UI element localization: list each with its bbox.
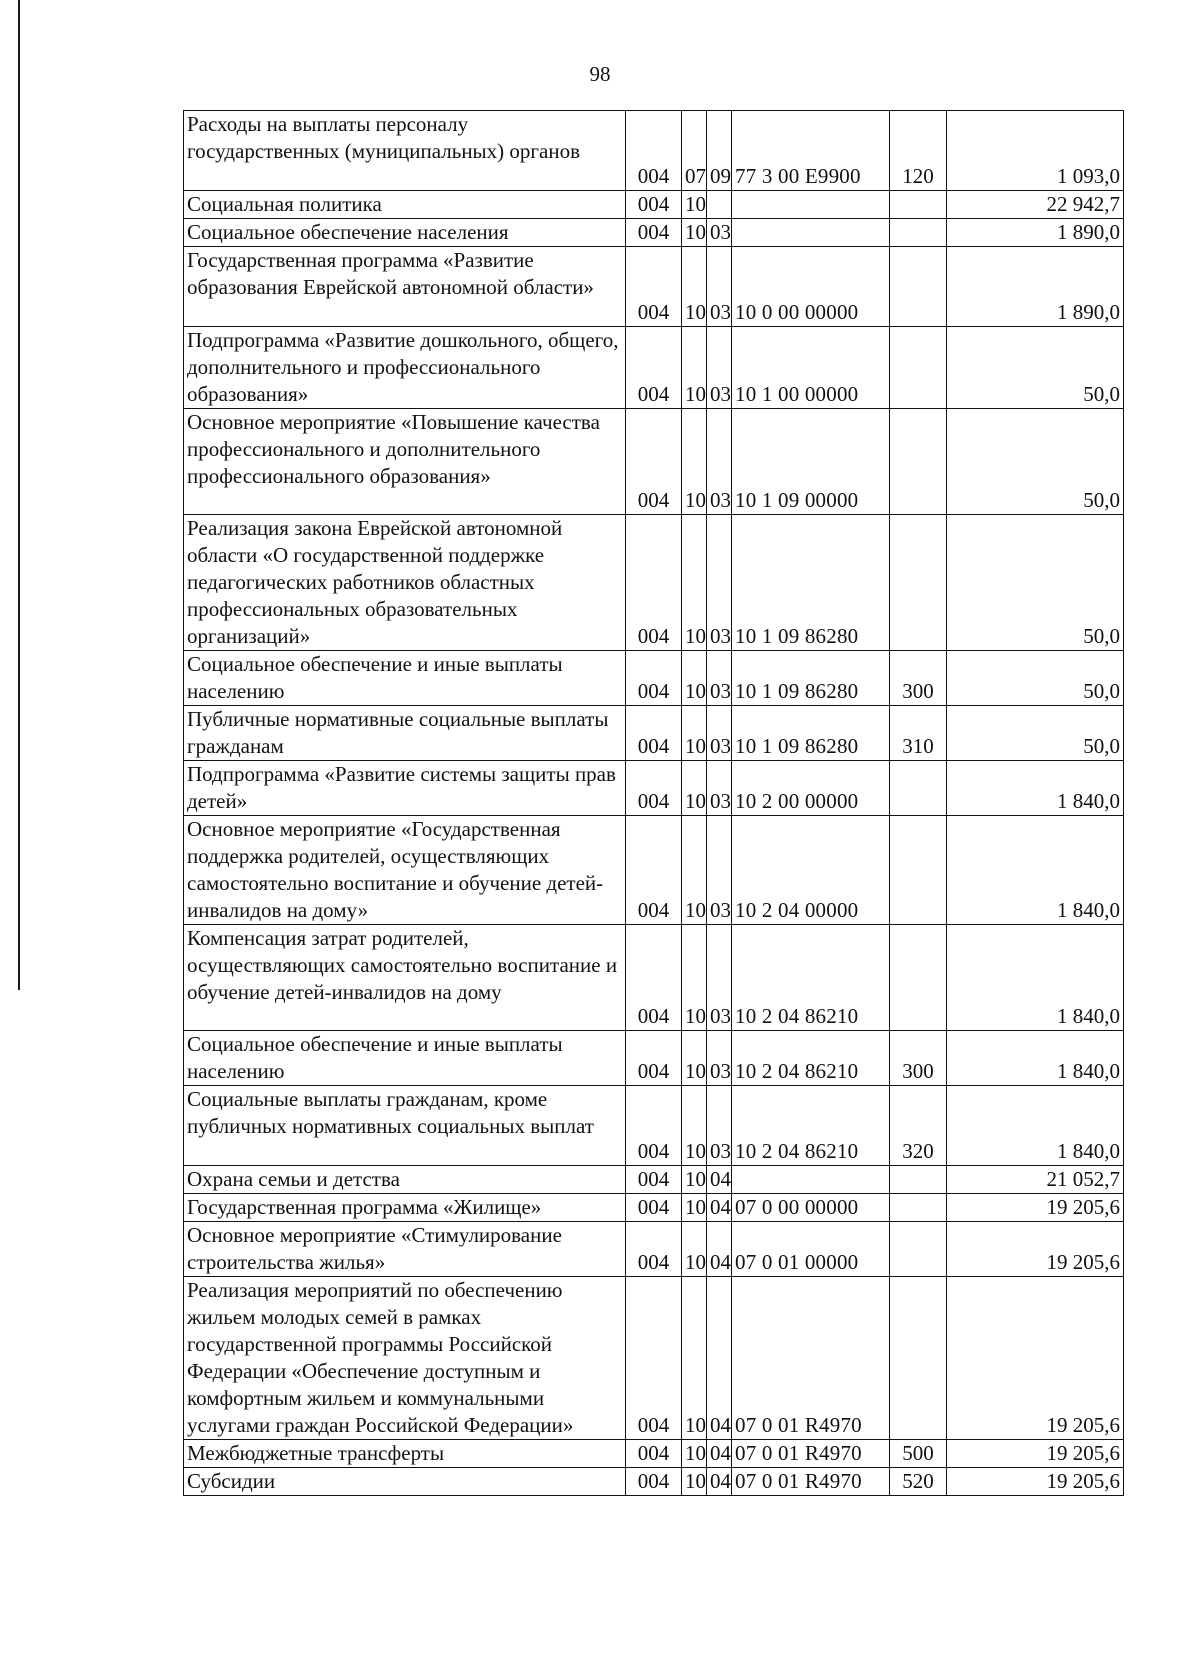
table-row (184, 219, 1124, 247)
table-row (184, 409, 1124, 515)
section-code: 10 (682, 409, 707, 515)
subsection-code: 03 (707, 409, 732, 515)
target-article-code: 10 2 04 00000 (732, 816, 890, 925)
amount: 19 205,6 (947, 1222, 1124, 1277)
amount: 22 942,7 (947, 191, 1124, 219)
scan-edge-line (18, 0, 20, 990)
target-article-code: 10 0 00 00000 (732, 247, 890, 327)
table-row (184, 515, 1124, 651)
table-row (184, 761, 1124, 816)
expense-type-code: 300 (890, 651, 947, 706)
table-row (184, 327, 1124, 409)
target-article-code: 10 1 00 00000 (732, 327, 890, 409)
target-article-code: 07 0 01 R4970 (732, 1440, 890, 1468)
amount: 50,0 (947, 327, 1124, 409)
page-number: 98 (589, 62, 611, 86)
expense-type-code (890, 327, 947, 409)
section-code: 10 (682, 925, 707, 1031)
amount: 50,0 (947, 409, 1124, 515)
subsection-code: 03 (707, 816, 732, 925)
section-code: 10 (682, 1440, 707, 1468)
row-name: Государственная программа «Развитие образования Еврейской автономной области» (184, 247, 626, 327)
table-row (184, 1468, 1124, 1496)
table-row (184, 651, 1124, 706)
row-name: Государственная программа «Жилище» (184, 1194, 626, 1222)
section-code: 10 (682, 1031, 707, 1086)
subsection-code: 04 (707, 1468, 732, 1496)
row-name: Социальное обеспечение и иные выплаты населению (184, 651, 626, 706)
expense-type-code: 320 (890, 1086, 947, 1166)
table-row (184, 816, 1124, 925)
expense-type-code: 520 (890, 1468, 947, 1496)
ministry-code: 004 (626, 219, 682, 247)
amount: 1 840,0 (947, 925, 1124, 1031)
subsection-code: 03 (707, 651, 732, 706)
section-code: 10 (682, 1222, 707, 1277)
table-row (184, 191, 1124, 219)
row-name: Реализация закона Еврейской автономной области «О государственной поддержке педагогических работников областных профессиональных образовательных организаций» (184, 515, 626, 651)
section-code: 10 (682, 1166, 707, 1194)
target-article-code: 10 2 04 86210 (732, 1086, 890, 1166)
row-name: Подпрограмма «Развитие дошкольного, общего, дополнительного и профессионального образования» (184, 327, 626, 409)
ministry-code: 004 (626, 111, 682, 191)
amount: 19 205,6 (947, 1277, 1124, 1440)
amount: 50,0 (947, 706, 1124, 761)
ministry-code: 004 (626, 1440, 682, 1468)
ministry-code: 004 (626, 409, 682, 515)
amount: 50,0 (947, 515, 1124, 651)
amount: 21 052,7 (947, 1166, 1124, 1194)
ministry-code: 004 (626, 1031, 682, 1086)
ministry-code: 004 (626, 706, 682, 761)
subsection-code: 03 (707, 1031, 732, 1086)
subsection-code: 03 (707, 219, 732, 247)
table-row (184, 1166, 1124, 1194)
target-article-code: 10 1 09 86280 (732, 706, 890, 761)
amount: 1 890,0 (947, 219, 1124, 247)
target-article-code: 10 2 00 00000 (732, 761, 890, 816)
table-row (184, 247, 1124, 327)
section-code: 10 (682, 1277, 707, 1440)
ministry-code: 004 (626, 1166, 682, 1194)
target-article-code: 07 0 01 R4970 (732, 1277, 890, 1440)
amount: 1 840,0 (947, 761, 1124, 816)
ministry-code: 004 (626, 1468, 682, 1496)
expense-type-code (890, 191, 947, 219)
amount: 19 205,6 (947, 1468, 1124, 1496)
subsection-code: 03 (707, 761, 732, 816)
section-code: 10 (682, 651, 707, 706)
expense-type-code (890, 1166, 947, 1194)
target-article-code: 10 1 09 86280 (732, 515, 890, 651)
expense-type-code (890, 409, 947, 515)
ministry-code: 004 (626, 1194, 682, 1222)
table-row (184, 111, 1124, 191)
table-row (184, 706, 1124, 761)
table-row (184, 1277, 1124, 1440)
subsection-code: 04 (707, 1440, 732, 1468)
expense-type-code (890, 247, 947, 327)
row-name: Публичные нормативные социальные выплаты гражданам (184, 706, 626, 761)
subsection-code: 03 (707, 515, 732, 651)
target-article-code (732, 219, 890, 247)
ministry-code: 004 (626, 925, 682, 1031)
subsection-code: 09 (707, 111, 732, 191)
table-row (184, 1031, 1124, 1086)
section-code: 10 (682, 816, 707, 925)
expense-type-code: 500 (890, 1440, 947, 1468)
expense-type-code (890, 761, 947, 816)
row-name: Межбюджетные трансферты (184, 1440, 626, 1468)
expense-type-code (890, 1277, 947, 1440)
ministry-code: 004 (626, 515, 682, 651)
section-code: 10 (682, 327, 707, 409)
expense-type-code: 300 (890, 1031, 947, 1086)
target-article-code: 10 2 04 86210 (732, 1031, 890, 1086)
row-name: Субсидии (184, 1468, 626, 1496)
ministry-code: 004 (626, 816, 682, 925)
target-article-code: 10 1 09 00000 (732, 409, 890, 515)
target-article-code: 07 0 00 00000 (732, 1194, 890, 1222)
table-row (184, 1086, 1124, 1166)
row-name: Подпрограмма «Развитие системы защиты прав детей» (184, 761, 626, 816)
amount: 19 205,6 (947, 1440, 1124, 1468)
amount: 1 093,0 (947, 111, 1124, 191)
subsection-code: 03 (707, 327, 732, 409)
expense-type-code (890, 219, 947, 247)
row-name: Основное мероприятие «Повышение качества профессионального и дополнительного профессионального образования» (184, 409, 626, 515)
section-code: 10 (682, 247, 707, 327)
ministry-code: 004 (626, 761, 682, 816)
expense-type-code (890, 1222, 947, 1277)
ministry-code: 004 (626, 327, 682, 409)
row-name: Социальное обеспечение населения (184, 219, 626, 247)
budget-table (183, 110, 1124, 1496)
table-row (184, 1194, 1124, 1222)
section-code: 10 (682, 706, 707, 761)
amount: 1 840,0 (947, 1031, 1124, 1086)
section-code: 10 (682, 515, 707, 651)
subsection-code: 04 (707, 1166, 732, 1194)
subsection-code: 04 (707, 1277, 732, 1440)
row-name: Расходы на выплаты персоналу государственных (муниципальных) органов (184, 111, 626, 191)
amount: 19 205,6 (947, 1194, 1124, 1222)
ministry-code: 004 (626, 191, 682, 219)
ministry-code: 004 (626, 1222, 682, 1277)
target-article-code (732, 1166, 890, 1194)
expense-type-code (890, 515, 947, 651)
subsection-code: 03 (707, 706, 732, 761)
amount: 1 840,0 (947, 1086, 1124, 1166)
row-name: Социальные выплаты гражданам, кроме публичных нормативных социальных выплат (184, 1086, 626, 1166)
section-code: 10 (682, 1086, 707, 1166)
subsection-code: 03 (707, 1086, 732, 1166)
amount: 50,0 (947, 651, 1124, 706)
ministry-code: 004 (626, 247, 682, 327)
table-row (184, 1222, 1124, 1277)
target-article-code (732, 191, 890, 219)
subsection-code: 03 (707, 247, 732, 327)
row-name: Социальное обеспечение и иные выплаты населению (184, 1031, 626, 1086)
target-article-code: 07 0 01 R4970 (732, 1468, 890, 1496)
target-article-code: 10 1 09 86280 (732, 651, 890, 706)
row-name: Компенсация затрат родителей, осуществляющих самостоятельно воспитание и обучение детей-инвалидов на дому (184, 925, 626, 1031)
row-name: Основное мероприятие «Государственная поддержка родителей, осуществляющих самостоятельно воспитание и обучение детей-инвалидов на дому» (184, 816, 626, 925)
subsection-code (707, 191, 732, 219)
section-code: 07 (682, 111, 707, 191)
ministry-code: 004 (626, 1277, 682, 1440)
expense-type-code (890, 925, 947, 1031)
table-row (184, 925, 1124, 1031)
table-row (184, 1440, 1124, 1468)
target-article-code: 07 0 01 00000 (732, 1222, 890, 1277)
subsection-code: 04 (707, 1222, 732, 1277)
amount: 1 840,0 (947, 816, 1124, 925)
amount: 1 890,0 (947, 247, 1124, 327)
row-name: Социальная политика (184, 191, 626, 219)
section-code: 10 (682, 1194, 707, 1222)
row-name: Основное мероприятие «Стимулирование строительства жилья» (184, 1222, 626, 1277)
ministry-code: 004 (626, 1086, 682, 1166)
expense-type-code (890, 816, 947, 925)
expense-type-code: 310 (890, 706, 947, 761)
row-name: Реализация мероприятий по обеспечению жильем молодых семей в рамках государственной программы Российской Федерации «Обеспечение доступным и комфортным жильем и коммунальными услугами граждан Российской Федерации» (184, 1277, 626, 1440)
row-name: Охрана семьи и детства (184, 1166, 626, 1194)
target-article-code: 10 2 04 86210 (732, 925, 890, 1031)
section-code: 10 (682, 219, 707, 247)
expense-type-code (890, 1194, 947, 1222)
target-article-code: 77 3 00 Е9900 (732, 111, 890, 191)
section-code: 10 (682, 761, 707, 816)
section-code: 10 (682, 191, 707, 219)
subsection-code: 04 (707, 1194, 732, 1222)
expense-type-code: 120 (890, 111, 947, 191)
section-code: 10 (682, 1468, 707, 1496)
subsection-code: 03 (707, 925, 732, 1031)
ministry-code: 004 (626, 651, 682, 706)
